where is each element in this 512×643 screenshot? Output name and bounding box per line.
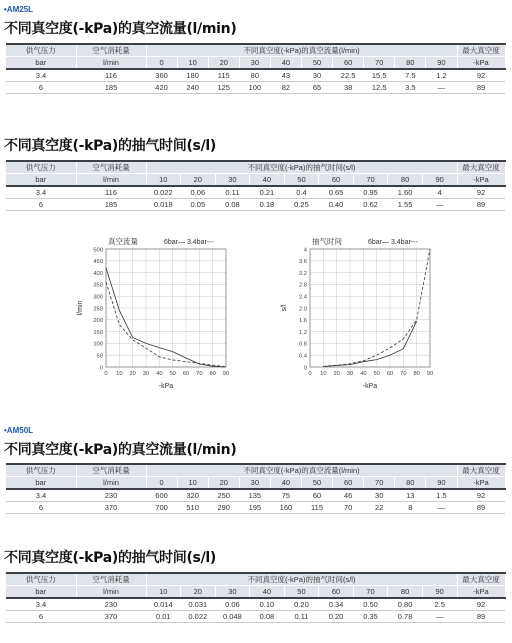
cell-value: 0.95 [353,186,388,199]
cell-value: — [426,502,457,514]
y-tick-label: 4 [303,247,307,254]
cell-value: 22 [364,502,395,514]
cell-value: 0.11 [284,611,319,623]
cell-air-consumption: 185 [76,82,146,94]
header-air-consumption-unit: l/min [76,174,146,187]
cell-value: 160 [270,502,301,514]
chart-legend: 6bar— 3.4bar--- [368,239,418,246]
header-air-consumption: 空气消耗量 [76,44,146,57]
cell-value: 0.62 [353,199,388,211]
header-vacuum-level: 90 [426,477,457,490]
series-line-6bar [106,268,226,367]
header-vacuum-level: 50 [284,174,319,187]
header-vacuum-level: 40 [270,477,301,490]
flow-table-am25l [6,43,506,94]
cell-value: 80 [239,69,270,82]
header-vacuum-level: 90 [422,174,457,187]
chart-title: 抽气时间 [312,237,342,246]
x-axis-label: -kPa [158,383,174,390]
header-vacuum-level: 0 [146,57,177,70]
cell-value: 0.022 [181,611,216,623]
header-vacuum-level: 50 [301,477,332,490]
model-label-am25l: •AM25L [4,5,34,14]
header-supply-pressure-unit: bar [6,174,76,187]
table-row [6,598,505,611]
cell-value: 0.018 [146,199,181,211]
header-vacuum-level: 60 [319,174,354,187]
cell-value: 180 [177,69,208,82]
cell-supply-pressure: 3.4 [6,598,76,611]
cell-value: 0.20 [284,598,319,611]
cell-max-vacuum: 92 [457,598,505,611]
header-vacuum-level: 20 [208,57,239,70]
header-vacuum-level: 40 [250,586,285,599]
y-tick-label: 0 [99,365,103,372]
header-vacuum-level: 70 [364,57,395,70]
cell-value: 1.5 [426,489,457,502]
model-label-am50l: •AM50L [4,426,34,435]
header-max-vacuum: 最大真空度 [457,464,505,477]
x-tick-label: 20 [129,371,136,377]
x-tick-label: 50 [169,371,176,377]
x-tick-label: 70 [400,371,407,377]
header-vacuum-level: 10 [146,174,181,187]
header-vacuum-level: 20 [181,586,216,599]
cell-value: 30 [364,489,395,502]
y-tick-label: 0.8 [298,341,307,348]
y-tick-label: 1.6 [298,318,307,325]
chart-legend: 6bar— 3.4bar--- [164,239,214,246]
y-tick-label: 50 [96,353,103,360]
header-vacuum-level: 70 [353,586,388,599]
cell-supply-pressure: 3.4 [6,69,76,82]
x-tick-label: 50 [373,371,380,377]
cell-value: 0.34 [319,598,354,611]
cell-air-consumption: 370 [76,502,146,514]
table-row [6,489,505,502]
y-tick-label: 3.2 [298,270,307,277]
x-tick-label: 40 [156,371,163,377]
y-tick-label: 250 [93,306,103,313]
header-air-consumption-unit: l/min [76,477,146,490]
y-tick-label: 0 [303,365,307,372]
section-heading-flow-am50l: 不同真空度(-kPa)的真空流量(l/min) [4,442,237,458]
section-heading-time-am50l: 不同真空度(-kPa)的抽气时间(s/l) [4,550,216,566]
x-tick-label: 20 [333,371,340,377]
header-vacuum-level: 80 [388,586,423,599]
header-vacuum-level: 80 [395,477,426,490]
header-supply-pressure: 供气压力 [6,44,76,57]
cell-value: 7.5 [395,69,426,82]
cell-value: 240 [177,82,208,94]
cell-value: 4 [422,186,457,199]
cell-value: 0.18 [250,199,285,211]
y-tick-label: 100 [93,341,103,348]
header-vacuum-levels-title: 不同真空度(-kPa)的真空流量(l/min) [146,464,457,477]
y-tick-label: 2.4 [298,294,307,301]
cell-value: 0.031 [181,598,216,611]
cell-max-vacuum: 92 [457,489,505,502]
y-tick-label: 150 [93,329,103,336]
header-max-vacuum: 最大真空度 [457,44,505,57]
cell-value: 0.08 [250,611,285,623]
x-axis-label: -kPa [362,383,378,390]
header-vacuum-level: 20 [208,477,239,490]
header-vacuum-level: 60 [319,586,354,599]
y-tick-label: 400 [93,270,103,277]
header-vacuum-level: 10 [146,586,181,599]
series-line-6bar [323,321,416,366]
cell-value: 0.06 [181,186,216,199]
cell-value: 600 [146,489,177,502]
header-vacuum-level: 10 [177,477,208,490]
cell-value: 115 [301,502,332,514]
cell-value: 0.048 [215,611,250,623]
header-air-consumption-unit: l/min [76,586,146,599]
cell-supply-pressure: 3.4 [6,186,76,199]
cell-value: 0.01 [146,611,181,623]
header-vacuum-level: 60 [333,477,364,490]
cell-max-vacuum: 89 [457,199,505,211]
header-vacuum-level: 0 [146,477,177,490]
table-row [6,199,505,211]
header-vacuum-level: 30 [239,477,270,490]
header-vacuum-level: 90 [426,57,457,70]
cell-value: 8 [395,502,426,514]
header-vacuum-level: 20 [181,174,216,187]
table-row [6,69,505,82]
cell-value: 290 [208,502,239,514]
cell-value: 38 [333,82,364,94]
time-table-am50l [6,572,506,623]
cell-value: 43 [270,69,301,82]
table-row [6,502,505,514]
cell-value: 0.014 [146,598,181,611]
cell-value: 0.10 [250,598,285,611]
header-supply-pressure: 供气压力 [6,464,76,477]
cell-value: 13 [395,489,426,502]
y-axis-label: l/min [77,300,84,316]
header-vacuum-level: 90 [422,586,457,599]
x-tick-label: 10 [116,371,123,377]
cell-max-vacuum: 92 [457,186,505,199]
header-supply-pressure-unit: bar [6,586,76,599]
header-vacuum-level: 50 [301,57,332,70]
cell-value: 360 [146,69,177,82]
header-vacuum-level: 30 [215,174,250,187]
cell-supply-pressure: 6 [6,611,76,623]
x-tick-label: 60 [386,371,394,377]
cell-value: — [422,199,457,211]
cell-value: 0.08 [215,199,250,211]
header-max-vacuum-unit: -kPa [457,174,505,187]
cell-value: 320 [177,489,208,502]
cell-value: 250 [208,489,239,502]
cell-value: 700 [146,502,177,514]
header-vacuum-level: 40 [270,57,301,70]
chart-title: 真空流量 [108,237,138,246]
y-tick-label: 300 [93,294,103,301]
x-tick-label: 70 [196,371,203,377]
header-air-consumption: 空气消耗量 [76,573,146,586]
header-vacuum-level: 70 [353,174,388,187]
header-vacuum-level: 80 [395,57,426,70]
cell-value: 0.78 [388,611,423,623]
y-tick-label: 3.6 [298,259,307,266]
cell-supply-pressure: 3.4 [6,489,76,502]
cell-air-consumption: 116 [76,69,146,82]
y-tick-label: 350 [93,282,103,289]
x-tick-label: 30 [142,371,150,377]
cell-value: 3.5 [395,82,426,94]
cell-value: 195 [239,502,270,514]
cell-value: 65 [301,82,332,94]
cell-value: 15.5 [364,69,395,82]
cell-value: 2.5 [422,598,457,611]
x-tick-label: 60 [182,371,190,377]
table-row [6,82,505,94]
cell-value: 0.80 [388,598,423,611]
cell-max-vacuum: 92 [457,69,505,82]
header-max-vacuum-unit: -kPa [457,477,505,490]
cell-max-vacuum: 89 [457,82,505,94]
cell-value: 510 [177,502,208,514]
cell-air-consumption: 185 [76,199,146,211]
cell-value: — [426,82,457,94]
x-tick-label: 80 [209,371,216,377]
cell-value: 135 [239,489,270,502]
section-heading-time-am25l: 不同真空度(-kPa)的抽气时间(s/l) [4,138,216,154]
y-tick-label: 200 [93,318,103,325]
header-vacuum-level: 30 [239,57,270,70]
cell-value: 1.60 [388,186,423,199]
cell-value: 0.4 [284,186,319,199]
section-heading-flow-am25l: 不同真空度(-kPa)的真空流量(l/min) [4,21,237,37]
x-tick-label: 30 [346,371,354,377]
cell-value: 46 [333,489,364,502]
header-air-consumption: 空气消耗量 [76,464,146,477]
header-vacuum-levels-title: 不同真空度(-kPa)的抽气时间(s/l) [146,573,457,586]
header-supply-pressure-unit: bar [6,477,76,490]
y-tick-label: 2.0 [298,306,307,313]
cell-value: 0.022 [146,186,181,199]
cell-value: 1.55 [388,199,423,211]
header-vacuum-level: 80 [388,174,423,187]
table-row [6,611,505,623]
header-max-vacuum: 最大真空度 [457,161,505,174]
header-vacuum-level: 70 [364,477,395,490]
header-supply-pressure: 供气压力 [6,161,76,174]
cell-air-consumption: 230 [76,489,146,502]
cell-supply-pressure: 6 [6,502,76,514]
header-air-consumption-unit: l/min [76,57,146,70]
y-tick-label: 1.2 [298,329,307,336]
y-tick-label: 450 [93,259,103,266]
cell-max-vacuum: 89 [457,611,505,623]
cell-value: 0.05 [181,199,216,211]
cell-value: 12.5 [364,82,395,94]
header-vacuum-levels-title: 不同真空度(-kPa)的真空流量(l/min) [146,44,457,57]
cell-value: 1.2 [426,69,457,82]
cell-value: 60 [301,489,332,502]
header-vacuum-level: 30 [215,586,250,599]
cell-max-vacuum: 89 [457,502,505,514]
cell-value: 420 [146,82,177,94]
header-vacuum-level: 60 [333,57,364,70]
y-axis-label: s/l [281,304,288,312]
cell-value: 0.40 [319,199,354,211]
cell-value: 125 [208,82,239,94]
x-tick-label: 0 [104,371,108,377]
x-tick-label: 90 [426,371,434,377]
x-tick-label: 80 [413,371,420,377]
flow-table-am50l [6,463,506,514]
header-supply-pressure-unit: bar [6,57,76,70]
y-tick-label: 0.4 [298,353,307,360]
cell-value: 0.20 [319,611,354,623]
chart-vacuum-flow [58,233,238,393]
header-vacuum-level: 50 [284,586,319,599]
cell-value: 70 [333,502,364,514]
header-max-vacuum-unit: -kPa [457,57,505,70]
x-tick-label: 40 [360,371,367,377]
cell-value: 0.21 [250,186,285,199]
x-tick-label: 90 [222,371,230,377]
header-max-vacuum: 最大真空度 [457,573,505,586]
cell-value: 0.50 [353,598,388,611]
cell-value: 0.11 [215,186,250,199]
cell-value: 100 [239,82,270,94]
x-tick-label: 10 [320,371,327,377]
cell-supply-pressure: 6 [6,199,76,211]
cell-air-consumption: 116 [76,186,146,199]
y-tick-label: 2.8 [298,282,307,289]
cell-value: 75 [270,489,301,502]
cell-value: 0.65 [319,186,354,199]
header-supply-pressure: 供气压力 [6,573,76,586]
cell-value: — [422,611,457,623]
header-vacuum-level: 10 [177,57,208,70]
header-vacuum-level: 40 [250,174,285,187]
header-max-vacuum-unit: -kPa [457,586,505,599]
table-row [6,186,505,199]
cell-value: 115 [208,69,239,82]
cell-value: 22.5 [333,69,364,82]
header-air-consumption: 空气消耗量 [76,161,146,174]
chart-evacuation-time [262,233,442,393]
header-vacuum-levels-title: 不同真空度(-kPa)的抽气时间(s/l) [146,161,457,174]
time-table-am25l [6,160,506,211]
cell-value: 30 [301,69,332,82]
cell-value: 0.06 [215,598,250,611]
cell-air-consumption: 230 [76,598,146,611]
cell-value: 0.25 [284,199,319,211]
series-line-3.4bar [106,282,226,367]
cell-supply-pressure: 6 [6,82,76,94]
cell-value: 0.35 [353,611,388,623]
x-tick-label: 0 [308,371,312,377]
cell-value: 82 [270,82,301,94]
y-tick-label: 500 [93,247,103,254]
cell-air-consumption: 370 [76,611,146,623]
